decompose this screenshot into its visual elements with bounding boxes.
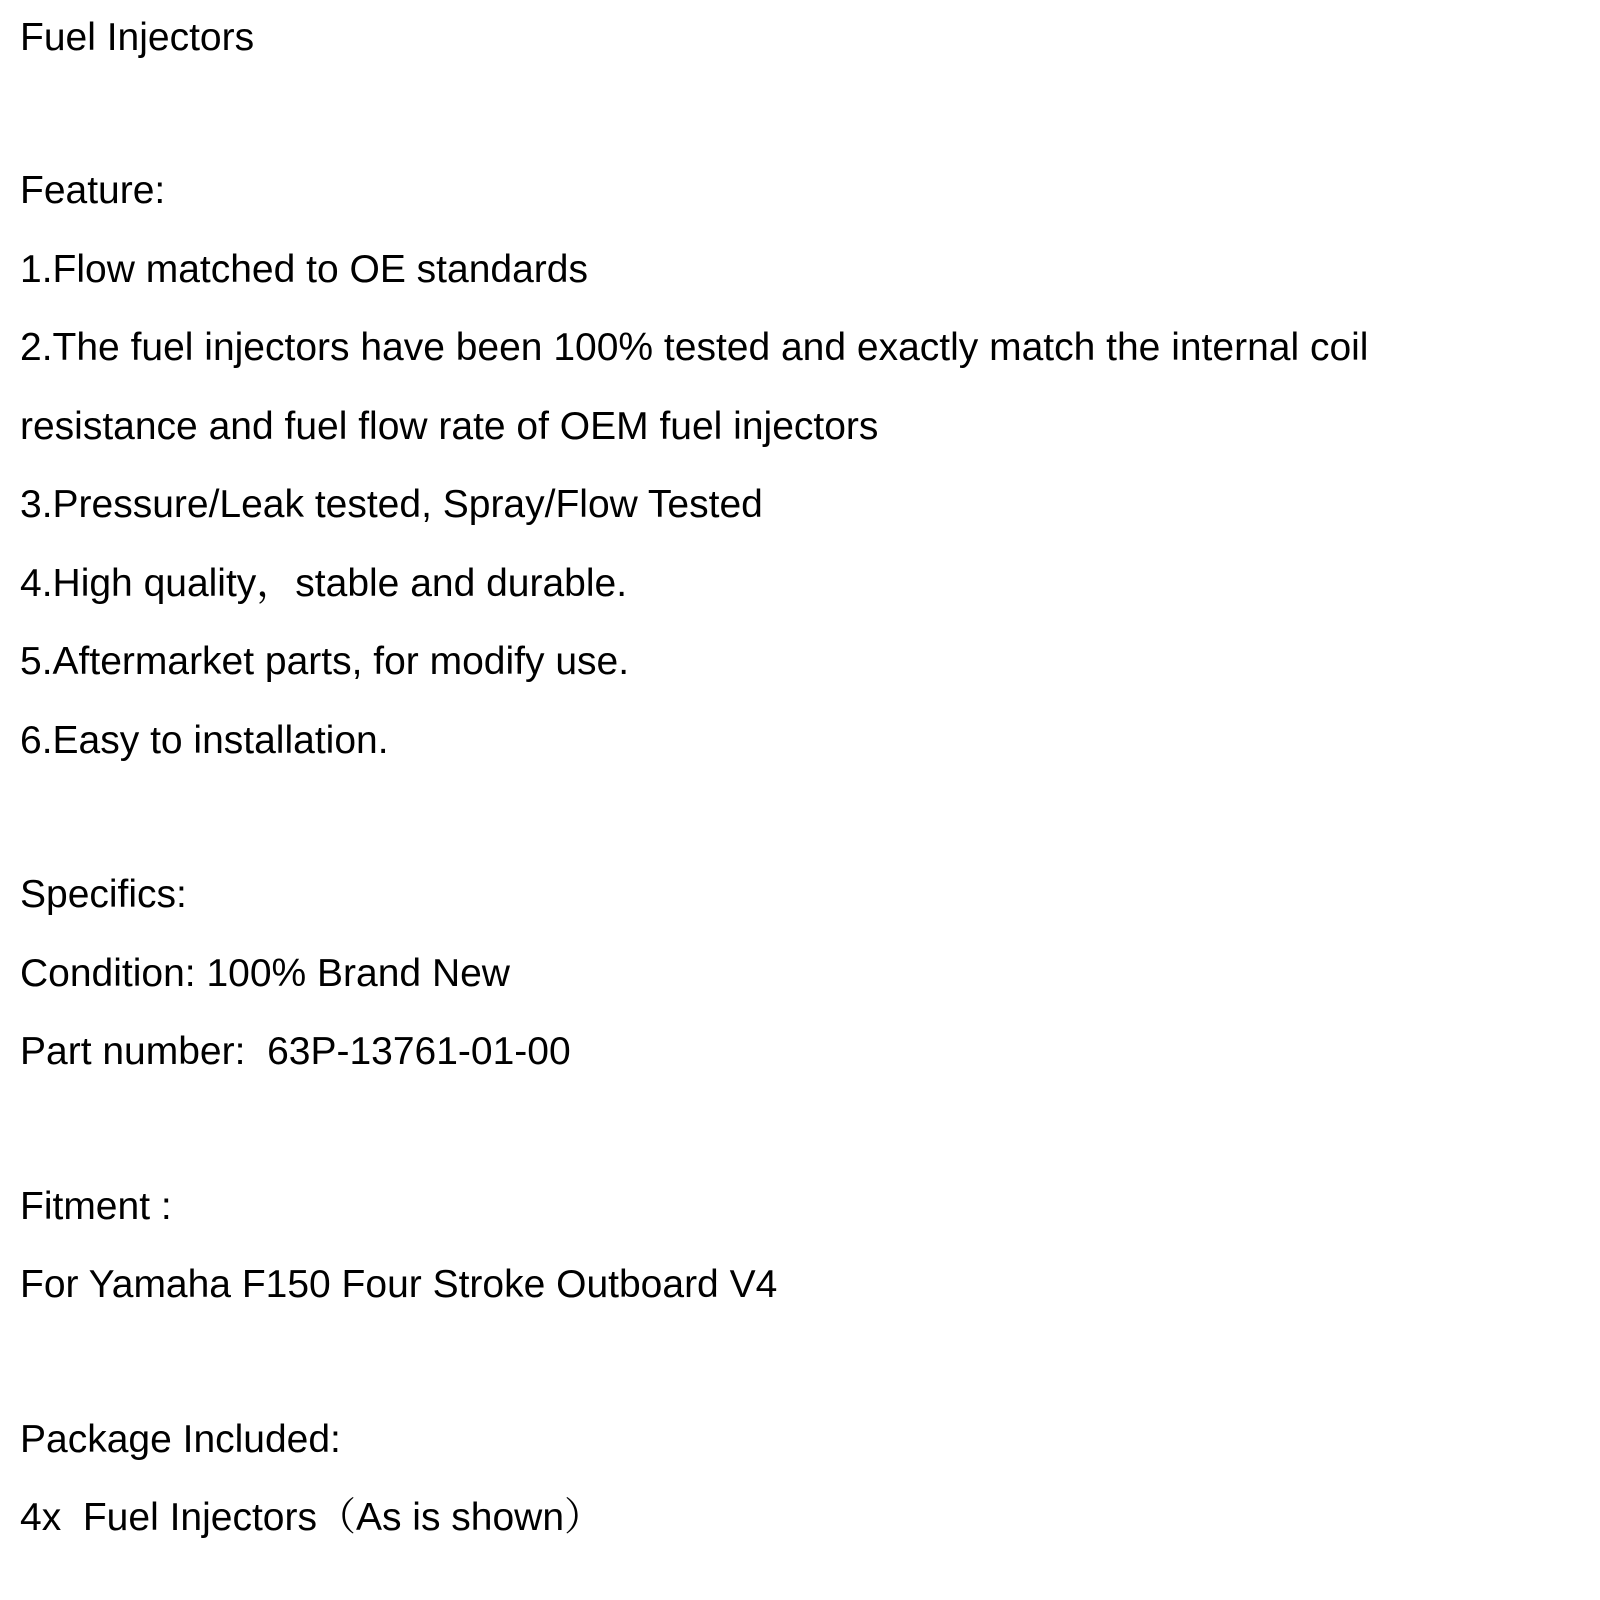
spacer (20, 76, 1580, 152)
feature-item: 1.Flow matched to OE standards (20, 247, 588, 291)
fitment-heading: Fitment : (20, 1184, 172, 1228)
feature-item: 2.The fuel injectors have been 100% tested and exactly match the internal coil (20, 326, 1369, 369)
spacer (20, 1325, 1580, 1401)
feature-item: 4.High quality，stable and durable. (20, 561, 628, 605)
feature-heading: Feature: (20, 169, 166, 212)
condition-line: Condition: 100% Brand New (20, 951, 510, 995)
specifics-heading: Specifics: (20, 873, 187, 916)
product-description (20, 0, 1580, 1558)
feature-item-continuation: resistance and fuel flow rate of OEM fuel injectors (20, 404, 879, 448)
doc-title: Fuel Injectors (20, 16, 255, 59)
spacer (20, 780, 1580, 856)
feature-item: 3.Pressure/Leak tested, Spray/Flow Tested (20, 483, 763, 526)
feature-item: 6.Easy to installation. (20, 718, 389, 762)
part-number-line: Part number: 63P-13761-01-00 (20, 1030, 571, 1073)
package-heading: Package Included: (20, 1417, 341, 1461)
package-line: 4x Fuel Injectors（As is shown） (20, 1496, 604, 1539)
feature-item: 5.Aftermarket parts, for modify use. (20, 640, 630, 683)
fitment-line: For Yamaha F150 Four Stroke Outboard V4 (20, 1263, 778, 1306)
spacer (20, 1092, 1580, 1168)
